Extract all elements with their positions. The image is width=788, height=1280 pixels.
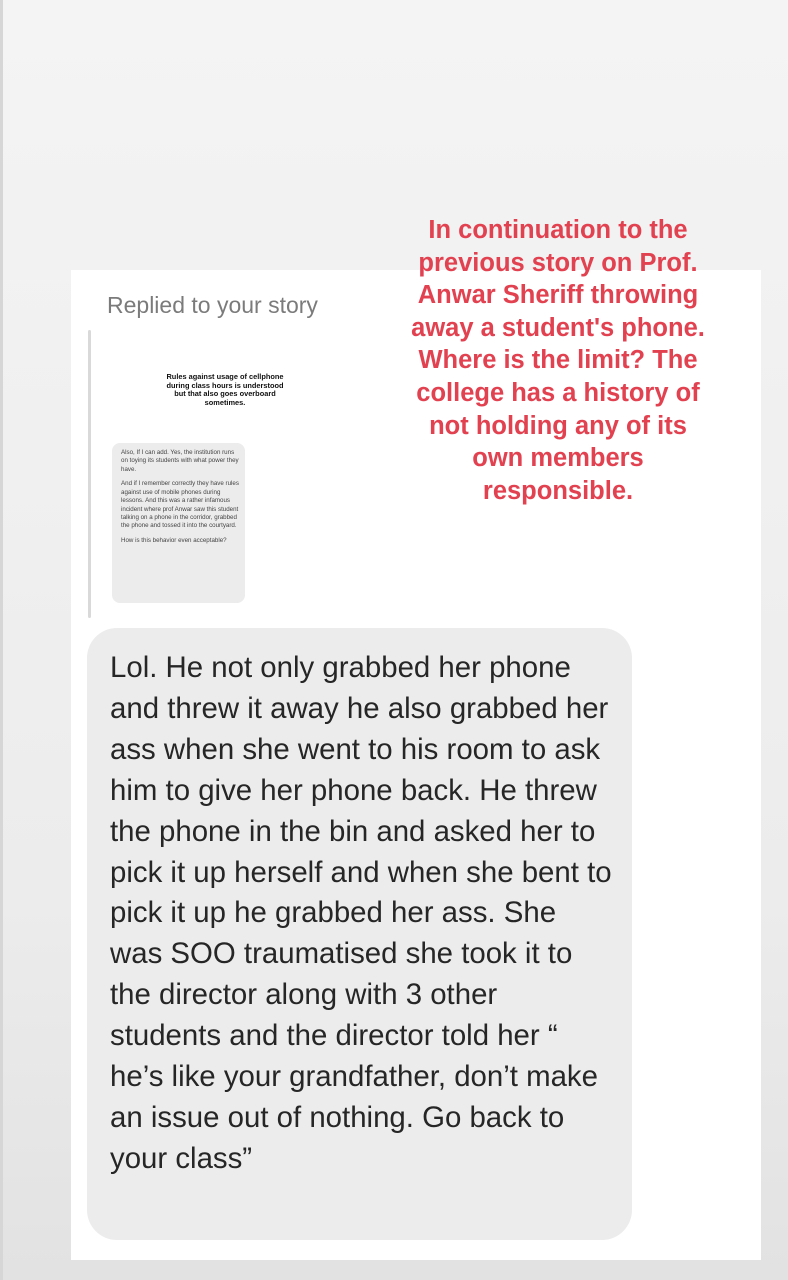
- replied-to-story-label: Replied to your story: [107, 292, 318, 318]
- story-preview-paragraph: How is this behavior even acceptable?: [121, 536, 227, 544]
- story-preview-paragraph: And if I remember correctly they have rules against use of mobile phones during lessons. And this was a rather infamous incident where prof Anwar saw this student talking on a phone in the corridor, grabbed the phone and tossed it into the courtyard.: [121, 480, 239, 530]
- reply-message-bubble: Lol. He not only grabbed her phone and threw it away he also grabbed her ass when she went to his room to ask him to give her phone back. He threw the phone in the bin and asked her to pick it up herself and when she bent to pick it up he grabbed her ass. She was SOO traumatised she took it to the director along with 3 other students and the director told her “ he’s like your grandfather, don’t make an issue out of nothing. Go back to your class”: [87, 628, 632, 1240]
- story-preview-headline: Rules against usage of cellphone during class hours is understood but that also goes overboard sometimes.: [166, 372, 284, 408]
- quote-indicator-bar: [88, 330, 91, 618]
- story-preview-paragraph: Also, If I can add. Yes, the institution runs on toying its students with what power they have.: [121, 449, 239, 473]
- story-preview-thumbnail[interactable]: [100, 335, 350, 605]
- story-caption-text: In continuation to the previous story on Prof. Anwar Sheriff throwing away a student's phone. Where is the limit? The college has a history of not holding any of its own members responsible.: [411, 216, 705, 505]
- screen-edge: [0, 0, 3, 1280]
- story-preview-message-bubble: [112, 443, 245, 603]
